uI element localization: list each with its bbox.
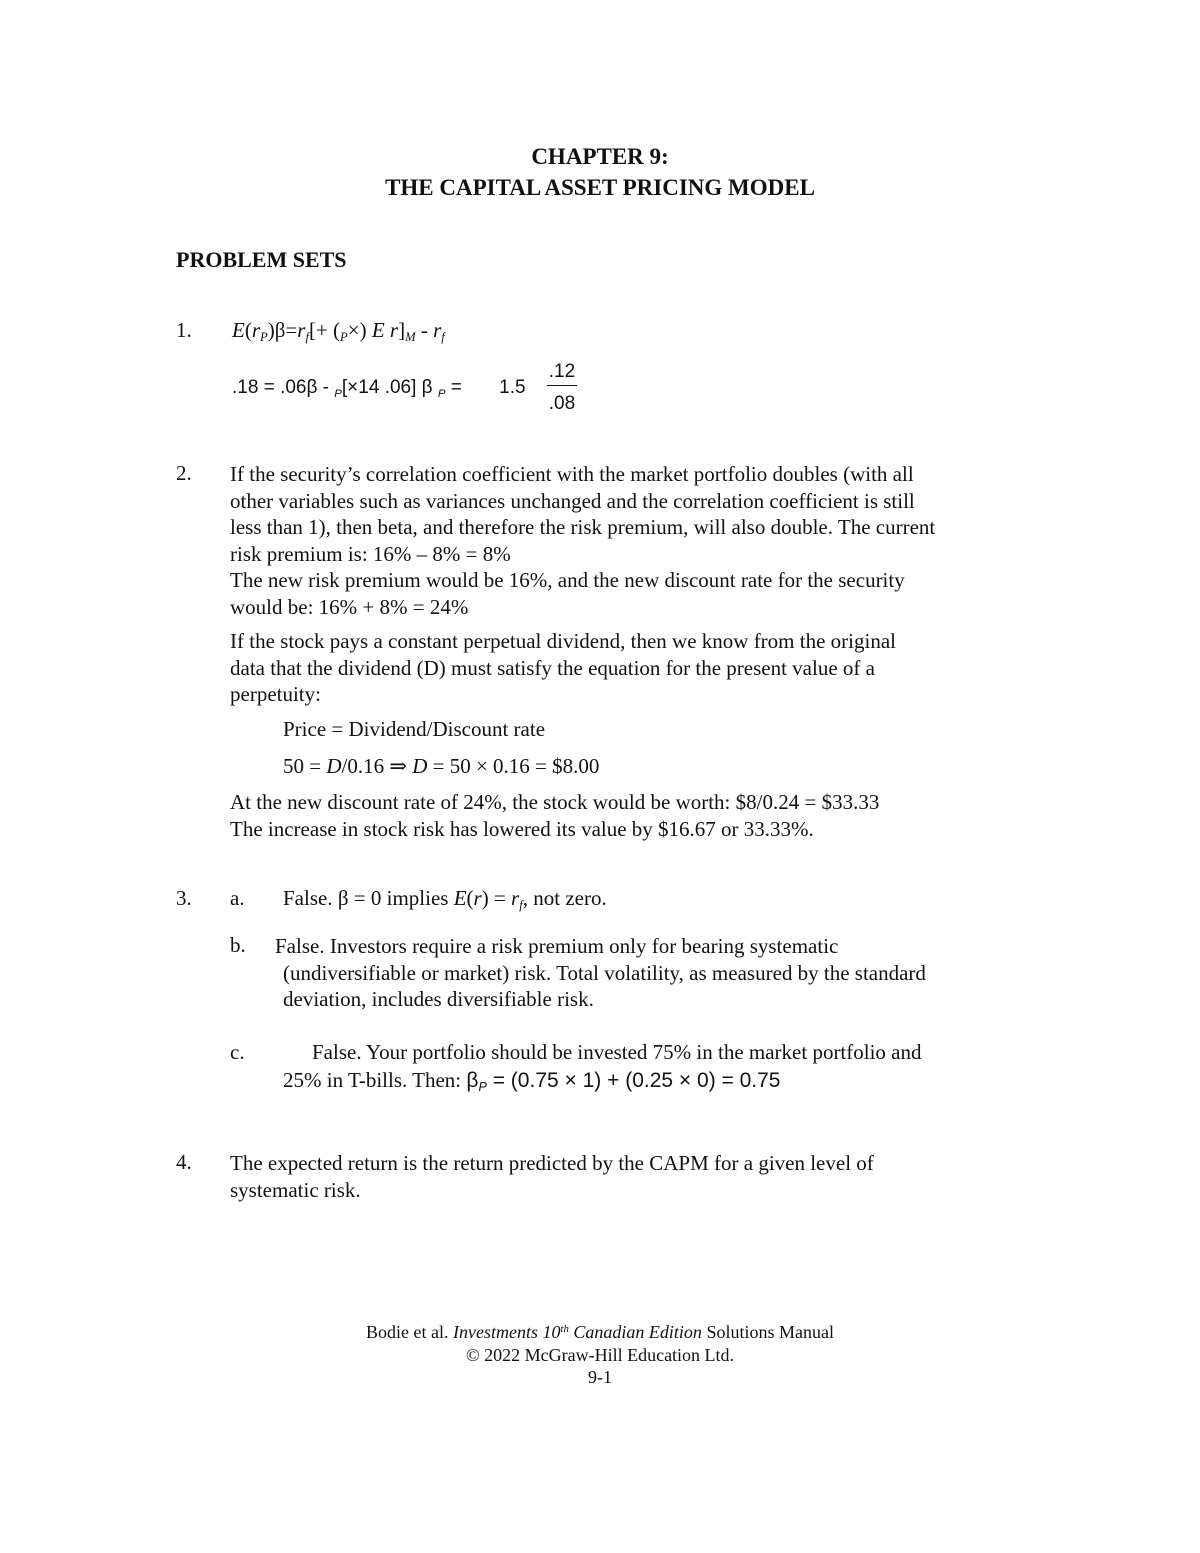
question-3c-line-1: False. Your portfolio should be invested 75% in the market portfolio and <box>312 1040 922 1064</box>
question-2-paragraph-3: At the new discount rate of 24%, the stock would be worth: $8/0.24 = $33.33 The increase in stock risk has lowered its value by $16.67 or 33.33%. <box>230 790 880 841</box>
question-3c-line-2: 25% in T-bills. Then: $\beta_P = (0.75 \times 1) + (0.25 \times 0) = 0.75$ <box>283 1068 781 1094</box>
question-3a-label: a. <box>230 886 245 910</box>
question-4-number: 4. <box>176 1150 192 1174</box>
page-number: 9-1 <box>588 1367 612 1387</box>
question-2-paragraph-1: If the security’s correlation coefficient with the market portfolio doubles (with all other variables such as variances unchanged and the correlation coefficient is still less than 1), then beta, and therefore the risk premium, will also double. The current risk premium is: 16% – 8% = 8% The new risk premium would be 16%, and the new discount rate for the security would be: 16% + 8% = 24% <box>230 462 936 619</box>
question-2-paragraph-2: If the stock pays a constant perpetual dividend, then we know from the original data that the dividend (D) must satisfy the equation for the present value of a perpetuity: <box>230 629 896 706</box>
beta-solution-equation: .18 = .06β - $_P$[×14 .06] β $_P$ = 1.5 <box>232 377 526 400</box>
page-title: THE CAPITAL ASSET PRICING MODEL <box>385 175 815 200</box>
question-3b-text: False. Investors require a risk premium only for bearing systematic (undiversifiable or market) risk. Total volatility, as measured by the standard deviation, includes diversifiable risk. <box>275 934 926 1011</box>
fraction-bar <box>547 385 577 386</box>
capm-equation: $E(r_P)\beta=r_f[+ (_P\times)$ E $r]_M - r_f$ <box>232 318 445 344</box>
price-equation: Price = Dividend/Discount rate <box>283 717 546 741</box>
section-heading: PROBLEM SETS <box>176 247 347 272</box>
question-3c-label: c. <box>230 1040 245 1064</box>
question-4-text: The expected return is the return predicted by the CAPM for a given level of systematic risk. <box>230 1151 874 1202</box>
fraction-denominator: .08 <box>548 393 576 414</box>
question-1-number: 1. <box>176 318 192 342</box>
fraction-numerator: .12 <box>548 361 576 382</box>
footer-copyright: © 2022 McGraw-Hill Education Ltd. <box>465 1345 735 1365</box>
footer-citation: Bodie et al. Investments 10th Canadian Edition Solutions Manual <box>366 1322 834 1342</box>
chapter-heading: CHAPTER 9: <box>531 144 669 169</box>
question-3a-text: False. β = 0 implies $E(r) = r_f$, not zero. <box>283 886 607 912</box>
question-3-number: 3. <box>176 886 192 910</box>
question-3b-label: b. <box>230 933 246 957</box>
dividend-equation: 50 = D/0.16 ⇒ D = 50 × 0.16 = $8.00 <box>283 754 600 778</box>
question-2-number: 2. <box>176 461 192 485</box>
